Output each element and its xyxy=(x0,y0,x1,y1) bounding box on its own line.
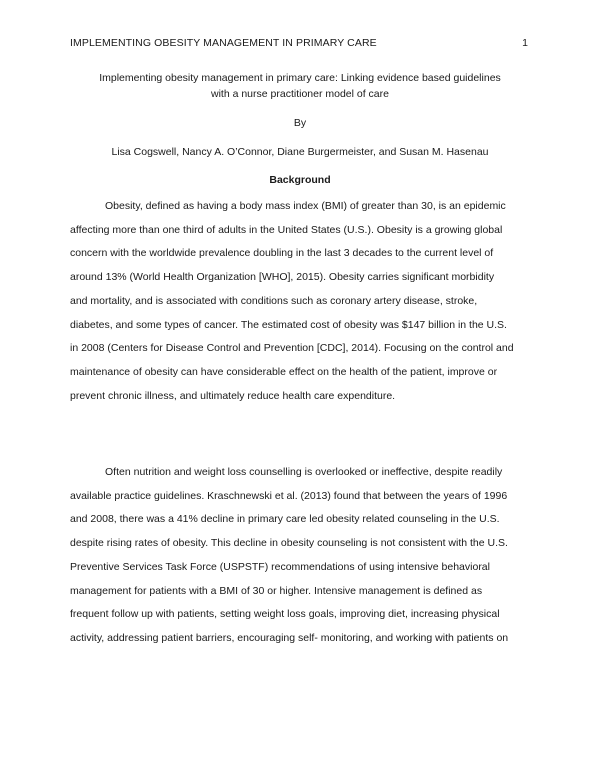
running-head: IMPLEMENTING OBESITY MANAGEMENT IN PRIMARY CARE xyxy=(70,37,377,49)
body-paragraph-1 xyxy=(70,195,530,408)
paragraph-line: available practice guidelines. Kraschnewski et al. (2013) found that between the years of 1996 xyxy=(70,489,508,502)
paragraph-line: affecting more than one third of adults in the United States (U.S.). Obesity is a growing global xyxy=(70,223,503,236)
section-heading: Background xyxy=(269,174,331,186)
paragraph-line: prevent chronic illness, and ultimately reduce health care expenditure. xyxy=(70,389,396,402)
paper-title-line-2: with a nurse practitioner model of care xyxy=(210,88,389,100)
paragraph-line: activity, addressing patient barriers, encouraging self- monitoring, and working with patients on xyxy=(70,631,509,644)
by-line: By xyxy=(293,117,307,129)
paper-title xyxy=(70,70,530,102)
paper-title-line-1: Implementing obesity management in primary care: Linking evidence based guidelines xyxy=(99,72,501,84)
body-paragraph-2 xyxy=(70,461,530,651)
paragraph-line: frequent follow up with patients, setting weight loss goals, improving diet, increasing physical xyxy=(70,608,500,621)
paragraph-line: Often nutrition and weight loss counselling is overlooked or ineffective, despite readily xyxy=(105,466,503,478)
paragraph-line: in 2008 (Centers for Disease Control and Prevention [CDC], 2014). Focusing on the control and xyxy=(70,342,514,355)
page-number: 1 xyxy=(522,37,528,49)
paragraph-line: maintenance of obesity can have considerable effect on the health of the patient, improve or xyxy=(70,365,498,378)
paragraph-line: despite rising rates of obesity. This decline in obesity counseling is not consistent with the U.S. xyxy=(70,537,508,550)
paragraph-line: around 13% (World Health Organization [WHO], 2015). Obesity carries significant morbidity xyxy=(70,271,495,284)
author-list: Lisa Cogswell, Nancy A. O’Connor, Diane Burgermeister, and Susan M. Hasenau xyxy=(111,146,489,158)
paragraph-line: diabetes, and some types of cancer. The estimated cost of obesity was $147 billion in the U.S. xyxy=(70,318,507,331)
paragraph-line: and 2008, there was a 41% decline in primary care led obesity related counseling in the U.S. xyxy=(70,513,500,526)
paragraph-line: and mortality, and is associated with conditions such as coronary artery disease, stroke, xyxy=(70,294,478,307)
paragraph-line: management for patients with a BMI of 30 or higher. Intensive management is defined as xyxy=(70,584,483,597)
paragraph-line: Preventive Services Task Force (USPSTF) recommendations of using intensive behavioral xyxy=(70,560,490,573)
paragraph-line: concern with the worldwide prevalence doubling in the last 3 decades to the current level of xyxy=(70,247,494,260)
paragraph-line: Obesity, defined as having a body mass index (BMI) of greater than 30, is an epidemic xyxy=(105,200,506,212)
